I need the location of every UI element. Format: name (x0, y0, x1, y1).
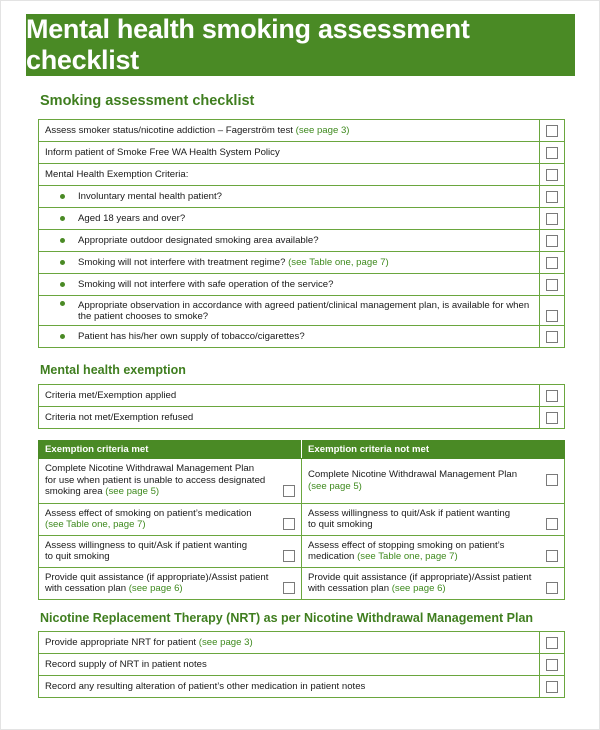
checkbox-cell (540, 164, 565, 186)
checklist-row (39, 252, 565, 274)
checklist-row (39, 274, 565, 296)
checklist-row (39, 120, 565, 142)
row-label: Assess smoker status/nicotine addiction – Fagerström test (see page 3) (39, 120, 540, 142)
checkbox-cell (540, 632, 565, 654)
bullet-icon (60, 260, 65, 265)
checkbox[interactable] (546, 147, 558, 159)
checkbox[interactable] (546, 681, 558, 693)
checklist-row (39, 676, 565, 698)
checkbox-cell (540, 120, 565, 142)
row-label: Patient has his/her own supply of tobacco/cigarettes? (39, 326, 540, 348)
checkbox[interactable] (546, 659, 558, 671)
bullet-icon (60, 301, 65, 306)
checkbox-cell (540, 252, 565, 274)
grid-cell: Complete Nicotine Withdrawal Management Plan (see page 5) (302, 459, 565, 504)
checkbox-cell (540, 296, 565, 326)
row-label: Mental Health Exemption Criteria: (39, 164, 540, 186)
page-reference: (see Table one, page 7) (288, 257, 389, 268)
grid-cell: Assess effect of smoking on patient’s medication (see Table one, page 7) (39, 504, 302, 536)
grid-row (39, 568, 565, 600)
grid-cell: Assess willingness to quit/Ask if patient wanting to quit smoking (39, 536, 302, 568)
row-label: Smoking will not interfere with safe operation of the service? (39, 274, 540, 296)
grid-cell: Provide quit assistance (if appropriate)/Assist patient with cessation plan (see page 6) (302, 568, 565, 600)
checklist-row (39, 654, 565, 676)
checklist-row (39, 208, 565, 230)
checkbox-cell (540, 676, 565, 698)
checkbox[interactable] (283, 518, 295, 530)
checklist-row (39, 164, 565, 186)
checkbox[interactable] (546, 637, 558, 649)
checklist-row (39, 186, 565, 208)
checklist-row (39, 632, 565, 654)
page-reference: (see Table one, page 7) (45, 519, 146, 530)
section-heading-smoking-assessment: Smoking assessment checklist (40, 93, 255, 109)
grid-row (39, 504, 565, 536)
row-label: Involuntary mental health patient? (39, 186, 540, 208)
smoking-assessment-table (38, 119, 565, 348)
checkbox-cell (540, 186, 565, 208)
grid-header-row (39, 441, 565, 459)
page-reference: (see page 5) (105, 486, 160, 498)
row-label: Appropriate outdoor designated smoking area available? (39, 230, 540, 252)
section-heading-nrt: Nicotine Replacement Therapy (NRT) as per Nicotine Withdrawal Management Plan (40, 611, 534, 625)
checkbox[interactable] (546, 412, 558, 424)
grid-cell: Assess willingness to quit/Ask if patient wanting to quit smoking (302, 504, 565, 536)
page-reference: (see Table one, page 7) (357, 551, 458, 562)
exemption-table (38, 384, 565, 429)
page-reference: (see page 6) (128, 583, 183, 594)
checkbox-cell (540, 385, 565, 407)
page-reference: (see page 5) (308, 480, 362, 492)
checkbox-cell (540, 208, 565, 230)
checkbox[interactable] (546, 213, 558, 225)
grid-row (39, 536, 565, 568)
checkbox[interactable] (546, 191, 558, 203)
nrt-table (38, 631, 565, 698)
row-label: Inform patient of Smoke Free WA Health System Policy (39, 142, 540, 164)
grid-row (39, 459, 565, 504)
row-label: Smoking will not interfere with treatment regime? (see Table one, page 7) (39, 252, 540, 274)
checklist-row (39, 142, 565, 164)
page-reference: (see page 3) (198, 637, 253, 648)
checkbox[interactable] (546, 474, 558, 486)
exemption-criteria-grid (38, 440, 565, 600)
row-label: Aged 18 years and over? (39, 208, 540, 230)
bullet-icon (60, 334, 65, 339)
checkbox[interactable] (546, 235, 558, 247)
column-header-criteria-met: Exemption criteria met (39, 441, 302, 459)
row-label: Record supply of NRT in patient notes (39, 654, 540, 676)
checkbox-cell (540, 230, 565, 252)
checkbox[interactable] (283, 582, 295, 594)
bullet-icon (60, 216, 65, 221)
checkbox[interactable] (283, 550, 295, 562)
row-label: Provide appropriate NRT for patient (see page 3) (39, 632, 540, 654)
checkbox-cell (540, 654, 565, 676)
row-label: Criteria not met/Exemption refused (39, 407, 540, 429)
checklist-row (39, 296, 565, 326)
checkbox[interactable] (546, 390, 558, 402)
checkbox[interactable] (546, 331, 558, 343)
checkbox-cell (540, 274, 565, 296)
checkbox[interactable] (546, 257, 558, 269)
grid-cell: Assess effect of stopping smoking on patient’s medication (see Table one, page 7) (302, 536, 565, 568)
checkbox[interactable] (546, 582, 558, 594)
checkbox[interactable] (546, 310, 558, 322)
checklist-row (39, 326, 565, 348)
checkbox[interactable] (546, 169, 558, 181)
bullet-icon (60, 194, 65, 199)
checkbox[interactable] (546, 279, 558, 291)
checkbox[interactable] (546, 518, 558, 530)
checklist-row (39, 407, 565, 429)
page-reference: (see page 3) (295, 125, 350, 136)
checkbox[interactable] (546, 125, 558, 137)
checkbox[interactable] (546, 550, 558, 562)
page-reference: (see page 6) (391, 583, 446, 594)
grid-cell: Provide quit assistance (if appropriate)/Assist patient with cessation plan (see page 6) (39, 568, 302, 600)
row-label: Appropriate observation in accordance with agreed patient/clinical management plan, is available for when the patient chooses to smoke? (39, 296, 540, 326)
row-label: Criteria met/Exemption applied (39, 385, 540, 407)
checkbox-cell (540, 326, 565, 348)
checkbox[interactable] (283, 485, 295, 497)
checklist-row (39, 385, 565, 407)
checkbox-cell (540, 407, 565, 429)
bullet-icon (60, 238, 65, 243)
grid-cell: Complete Nicotine Withdrawal Management Plan for use when patient is unable to access designated smoking area (see page 5) (39, 459, 302, 504)
checklist-row (39, 230, 565, 252)
column-header-criteria-not-met: Exemption criteria not met (302, 441, 565, 459)
checkbox-cell (540, 142, 565, 164)
bullet-icon (60, 282, 65, 287)
row-label: Record any resulting alteration of patient’s other medication in patient notes (39, 676, 540, 698)
page-title: Mental health smoking assessment checklist (26, 14, 575, 76)
section-heading-mental-health-exemption: Mental health exemption (40, 363, 186, 377)
